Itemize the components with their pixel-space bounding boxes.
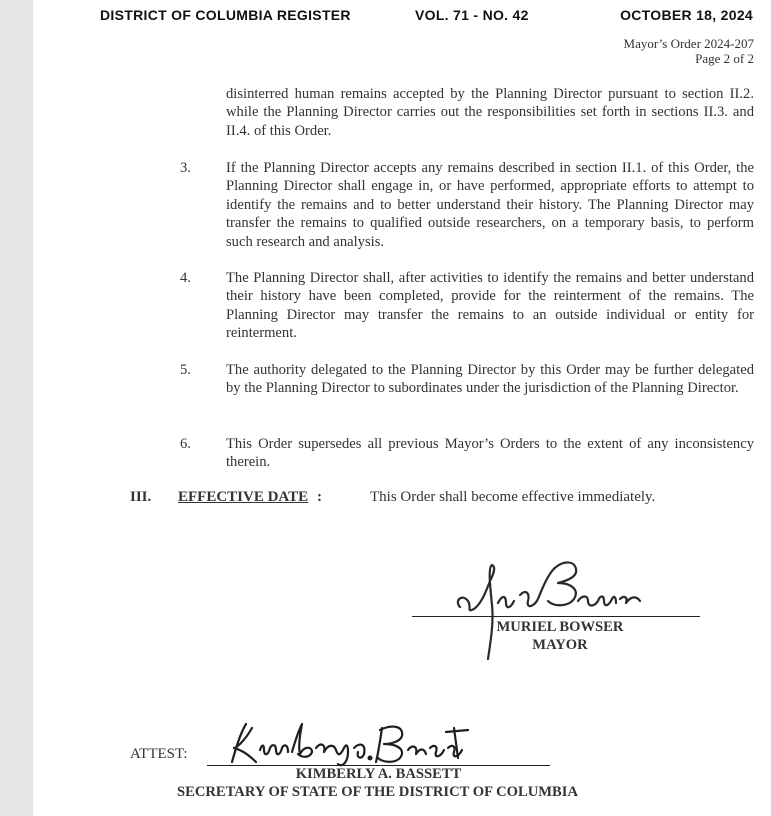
- mayor-name: MURIEL BOWSER: [496, 619, 624, 635]
- secretary-name: KIMBERLY A. BASSETT: [295, 766, 462, 782]
- mayor-title: MAYOR: [532, 637, 588, 653]
- order-info: [624, 36, 754, 66]
- section-heading-colon: :: [317, 489, 322, 505]
- attest-label: ATTEST:: [130, 746, 188, 762]
- item-number-3: 3.: [180, 160, 191, 176]
- item-number-5: 5.: [180, 362, 191, 378]
- secretary-signature: [222, 718, 472, 770]
- item-text-3: If the Planning Director accepts any remains described in section II.1. of this Order, the Planning Director shall engage in, or have performed, appropriate efforts to attempt to identify the remains and to better understand their history. The Planning Director may transfer the remains to qualified outside researchers, on a temporary basis, to perform such research and analysis.: [226, 160, 754, 250]
- register-name: DISTRICT OF COLUMBIA REGISTER: [100, 7, 351, 23]
- page-indicator: Page 2 of 2: [695, 51, 754, 66]
- section-heading: EFFECTIVE DATE: [178, 489, 309, 505]
- mayor-signature-line: [412, 616, 700, 617]
- section-number: III.: [130, 489, 152, 505]
- issue-date: OCTOBER 18, 2024: [620, 7, 753, 23]
- item-text-5: The authority delegated to the Planning Director by this Order may be further delegated by the Planning Director to subordinates under the jurisdiction of the Planning Director.: [226, 362, 754, 397]
- order-number: Mayor’s Order 2024-207: [623, 36, 754, 51]
- secretary-title: SECRETARY OF STATE OF THE DISTRICT OF COLUMBIA: [176, 784, 579, 800]
- item-text-4: The Planning Director shall, after activities to identify the remains and better understand their history have been completed, provide for the reinterment of the remains. The Planning Director may transfer the remains to an outside individual or entity for reinterment.: [226, 270, 754, 342]
- section-text: This Order shall become effective immediately.: [370, 489, 656, 505]
- item-text-6: This Order supersedes all previous Mayor’s Orders to the extent of any inconsistency therein.: [226, 436, 754, 471]
- volume-number: VOL. 71 - NO. 42: [415, 7, 529, 23]
- item-number-4: 4.: [180, 270, 191, 286]
- continuation-paragraph: disinterred human remains accepted by the Planning Director pursuant to section II.2. while the Planning Director carries out the responsibilities set forth in sections II.3. and II.4. of this Order.: [226, 86, 754, 139]
- item-number-6: 6.: [180, 436, 191, 452]
